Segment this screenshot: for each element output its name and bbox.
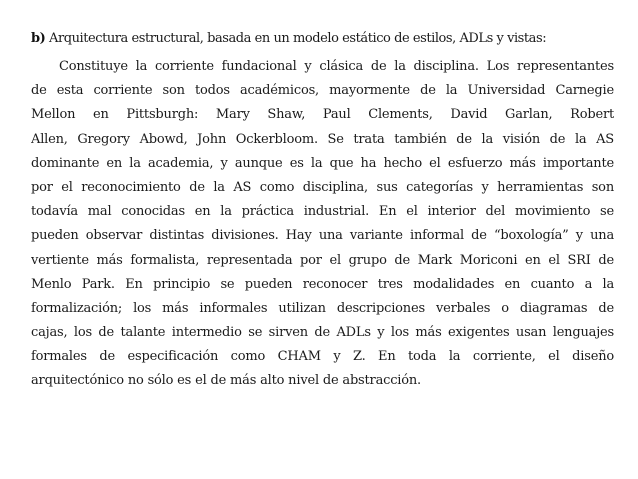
paragraph-line: formales de especificación como CHAM y Z. En toda la corriente, el diseño — [31, 349, 614, 365]
paragraph-line: pueden observar distintas divisiones. Hay una variante informal de “boxología” y una — [31, 228, 614, 244]
paragraph-line: dominante en la academia, y aunque es la que ha hecho el esfuerzo más importante — [31, 155, 614, 171]
section-heading — [31, 29, 614, 49]
paragraph-line: Constituye la corriente fundacional y clásica de la disciplina. Los representantes — [59, 59, 614, 74]
paragraph-line: por el reconocimiento de la AS como disciplina, sus categorías y herramientas son — [31, 179, 614, 195]
paragraph-line: cajas, los de talante intermedio se sirven de ADLs y los más exigentes usan lenguajes — [31, 325, 614, 341]
slide-content — [31, 29, 614, 394]
paragraph-line: todavía mal conocidas en la práctica industrial. En el interior del movimiento se — [31, 204, 614, 220]
paragraph-line: Allen, Gregory Abowd, John Ockerbloom. Se trata también de la visión de la AS — [31, 131, 614, 147]
heading-prefix: b) — [31, 31, 46, 46]
paragraph-line: vertiente más formalista, representada por el grupo de Mark Moriconi en el SRI de — [31, 252, 614, 268]
paragraph-line: de esta corriente son todos académicos, mayormente de la Universidad Carnegie — [31, 83, 614, 99]
heading-text: Arquitectura estructural, basada en un modelo estático de estilos, ADLs y vistas: — [45, 31, 547, 46]
paragraph-line: Menlo Park. En principio se pueden reconocer tres modalidades en cuanto a la — [31, 276, 614, 292]
paragraph-line: formalización; los más informales utilizan descripciones verbales o diagramas de — [31, 300, 614, 316]
paragraph-line: arquitectónico no sólo es el de más alto nivel de abstracción. — [31, 373, 421, 389]
body-paragraph — [31, 55, 614, 394]
paragraph-line: Mellon en Pittsburgh: Mary Shaw, Paul Clements, David Garlan, Robert — [31, 107, 614, 123]
